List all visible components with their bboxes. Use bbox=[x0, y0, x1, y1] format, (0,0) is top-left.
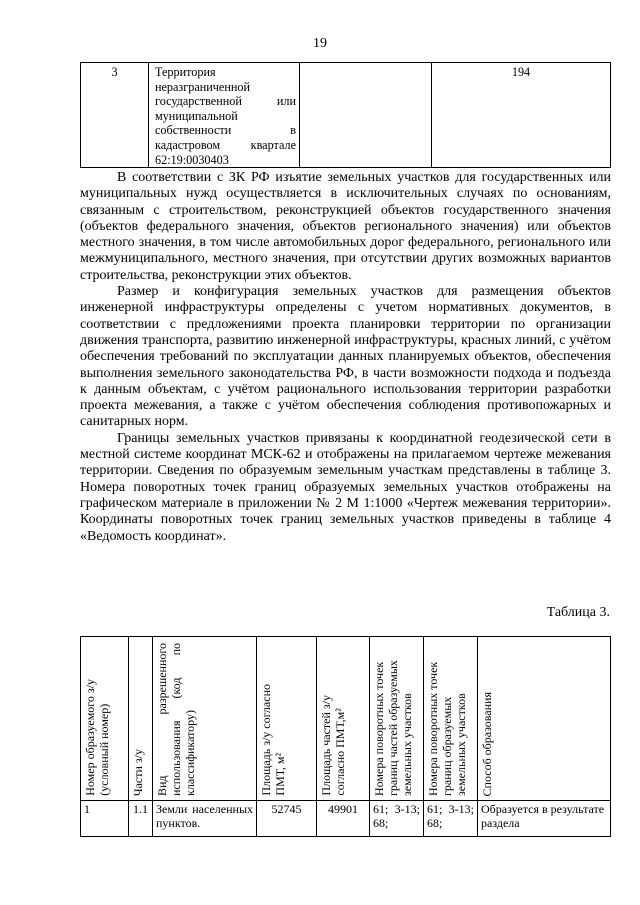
header-parts-points: Номера поворотных точек границ частей образуемых земельных участков bbox=[372, 660, 414, 796]
table-row bbox=[81, 801, 611, 837]
plot-area-cell: 52745 bbox=[257, 801, 317, 837]
paragraph: Размер и конфигурация земельных участков для размещения объектов инженерной инфраструктуры определены с учетом нормативных документов, в соответствии с предложениями проекта планировки территории по организации движения транспорта, развитию инженерной инфраструктуры, красных линий, с учётом обеспечения требований по эксплуатации данных планируемых объектов, обеспечения выполнения земельного законодательства РФ, в части возможности подхода и подъезда к данным объектам, с учётом рационального использования территории разработки проекта межевания, а также с учётом обеспечения соблюдения противопожарных и санитарных норм. bbox=[80, 284, 611, 430]
plot-area-cell: 194 bbox=[432, 63, 611, 168]
page-number: 19 bbox=[313, 36, 327, 51]
header-formation-method: Способ образования bbox=[480, 691, 494, 796]
header-plot-points: Номера поворотных точек границ образуемых земельных участков bbox=[426, 661, 468, 796]
header-cell bbox=[478, 637, 611, 801]
table-3 bbox=[80, 636, 611, 837]
header-cell bbox=[129, 637, 153, 801]
body-text bbox=[80, 170, 611, 545]
paragraph: Границы земельных участков привязаны к координатной геодезической сети в местной системе координат МСК-62 и отображены на прилагаемом чертеже межевания территории. Сведения по образуемым земельным участкам представлены в таблице 3. Номера поворотных точек границ образуемых земельных участков отображены на графическом материале в приложении № 2 М 1:1000 «Чертеж межевания территории». Координаты поворотных точек границ земельных участков приведены в таблице 4 «Ведомость координат». bbox=[80, 430, 611, 544]
header-cell bbox=[257, 637, 317, 801]
land-plots-table-continued bbox=[80, 62, 611, 168]
header-parts-area: Площадь частей з/у согласно ПМТ,м² bbox=[319, 695, 347, 796]
table-row bbox=[81, 63, 611, 168]
empty-cell bbox=[300, 63, 432, 168]
formation-method-cell: Образуется в результате раздела bbox=[478, 801, 611, 837]
header-cell bbox=[317, 637, 370, 801]
plot-part-cell: 1.1 bbox=[129, 801, 153, 837]
paragraph: В соответствии с ЗК РФ изъятие земельных участков для государственных или муниципальных нужд осуществляется в исключительных случаях по основаниям, связанным с строительством, реконструкцией объектов государственного значения (объектов федерального значения, объектов регионального значения) или объектов местного значения, в том числе автомобильных дорог федерального, регионального или межмуниципального, местного значения, при отсутствии других возможных вариантов строительства, реконструкции этих объектов. bbox=[80, 170, 611, 283]
plot-number-cell: 3 bbox=[81, 63, 149, 168]
table-header-row bbox=[81, 637, 611, 801]
header-cell bbox=[153, 637, 257, 801]
part-points-cell: 61; 3-13; 68; bbox=[370, 801, 424, 837]
plot-name-cell: Территория неразграниченной государственной или муниципальной собственности в кадастровом квартале 62:19:0030403 bbox=[149, 63, 300, 168]
header-cell bbox=[81, 637, 129, 801]
header-plot-parts: Части з/у bbox=[131, 748, 145, 796]
plot-number-cell: 1 bbox=[81, 801, 129, 837]
header-permitted-use: Вид разрешенного использования (код по классификатору) bbox=[155, 643, 197, 796]
permitted-use-cell: Земли населенных пунктов. bbox=[153, 801, 257, 837]
header-cell bbox=[370, 637, 424, 801]
table-caption: Таблица 3. bbox=[546, 605, 610, 620]
header-plot-area: Площадь з/у согласно ПМТ, м² bbox=[259, 684, 287, 796]
header-cell bbox=[424, 637, 478, 801]
part-area-cell: 49901 bbox=[317, 801, 370, 837]
plot-points-cell: 61; 3-13; 68; bbox=[424, 801, 478, 837]
header-plot-number: Номер образуемого з/у (условный номер) bbox=[83, 679, 111, 796]
